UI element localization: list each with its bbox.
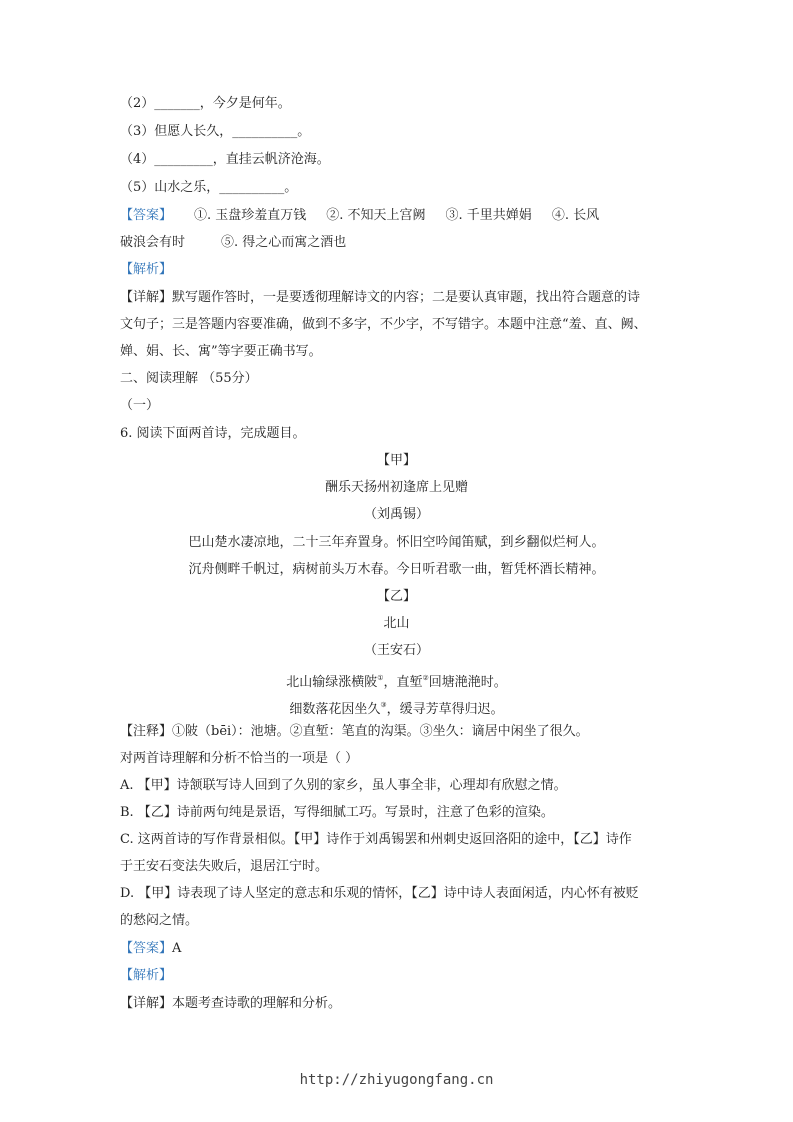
fill-line-5: （5）山水之乐，__________。 bbox=[120, 180, 298, 195]
footnote-marker: ② bbox=[422, 674, 429, 682]
answer-value: A bbox=[172, 941, 182, 956]
answer-item: 破浪会有时 bbox=[120, 235, 186, 250]
answer-item: ①. 玉盘珍羞直万钱 bbox=[194, 208, 307, 223]
option-d-cont: 的愁闷之情。 bbox=[120, 913, 199, 928]
answer-item: ②. 不知天上宫阙 bbox=[326, 208, 426, 223]
annotation-note: 【注释】①陂（bēi）：池塘。②直堑：笔直的沟渠。③坐久：谪居中闲坐了很久。 bbox=[120, 724, 589, 739]
poem-jia-line: 巴山楚水凄凉地，二十三年弃置身。怀旧空吟闻笛赋，到乡翻似烂柯人。 bbox=[188, 535, 605, 550]
answer-item: ④. 长风 bbox=[551, 208, 600, 223]
poem-yi-title: 北山 bbox=[383, 616, 410, 631]
analysis-text: 【详解】默写题作答时，一是要透彻理解诗文的内容；二是要认真审题，找出符合题意的诗 bbox=[120, 290, 641, 305]
option-d: D. 【甲】诗表现了诗人坚定的意志和乐观的情怀，【乙】诗中诗人表面闲适，内心怀有被贬 bbox=[120, 886, 639, 901]
analysis-detail: 【详解】本题考查诗歌的理解和分析。 bbox=[120, 996, 342, 1011]
subsection-heading: （一） bbox=[120, 398, 160, 413]
section-heading: 二、阅读理解 （55分） bbox=[120, 371, 258, 386]
analysis-text: 文句子；三是答题内容要准确，做到不多字，不少字，不写错字。本题中注意“羞、直、阙、 bbox=[120, 317, 647, 332]
footnote-marker: ① bbox=[377, 674, 384, 682]
poem-yi-label: 【乙】 bbox=[376, 589, 416, 604]
answer-line-2 bbox=[120, 234, 346, 252]
fill-line-3: （3）但愿人长久，__________。 bbox=[120, 124, 311, 139]
question-6: 6. 阅读下面两首诗，完成题目。 bbox=[120, 426, 306, 441]
answer-tag: 【答案】 bbox=[120, 208, 173, 223]
answer-2 bbox=[120, 940, 181, 958]
question-stem: 对两首诗理解和分析不恰当的一项是（ ） bbox=[120, 751, 359, 766]
option-c: C. 这两首诗的写作背景相似。【甲】诗作于刘禹锡罢和州刺史返回洛阳的途中，【乙】诗作 bbox=[120, 832, 632, 847]
answer-line-1 bbox=[120, 207, 619, 225]
poem-yi-line-1: 北山输绿涨横陂①，直堑②回塘滟滟时。 bbox=[286, 674, 507, 690]
poem-yi-line-2: 细数落花因坐久③，缓寻芳草得归迟。 bbox=[289, 701, 504, 717]
answer-tag: 【答案】 bbox=[120, 941, 173, 956]
poem-yi-author: （王安石） bbox=[363, 643, 429, 658]
option-c-cont: 于王安石变法失败后，退居江宁时。 bbox=[120, 859, 329, 874]
fill-line-2: （2）_______，今夕是何年。 bbox=[120, 96, 291, 111]
option-b: B. 【乙】诗前两句纯是景语，写得细腻工巧。写景时，注意了色彩的渲染。 bbox=[120, 805, 554, 820]
poem-jia-label: 【甲】 bbox=[376, 453, 416, 468]
footer-url: http://zhiyugongfang.cn bbox=[299, 1072, 494, 1088]
answer-item: ③. 千里共婵娟 bbox=[445, 208, 532, 223]
analysis-tag: 【解析】 bbox=[120, 968, 173, 983]
footnote-marker: ③ bbox=[380, 701, 387, 709]
analysis-tag: 【解析】 bbox=[120, 262, 173, 277]
option-a: A. 【甲】诗颔联写诗人回到了久别的家乡，虽人事全非，心理却有欣慰之情。 bbox=[120, 778, 567, 793]
analysis-text: 婵、娟、长、寓”等字要正确书写。 bbox=[120, 344, 322, 359]
answer-item: ⑤. 得之心而寓之酒也 bbox=[221, 235, 347, 250]
poem-jia-title: 酬乐天扬州初逢席上见赠 bbox=[324, 480, 468, 495]
fill-line-4: （4）_________，直挂云帆济沧海。 bbox=[120, 152, 330, 167]
poem-jia-author: （刘禹锡） bbox=[363, 507, 429, 522]
poem-jia-line: 沉舟侧畔千帆过，病树前头万木春。今日听君歌一曲，暂凭杯酒长精神。 bbox=[188, 562, 605, 577]
